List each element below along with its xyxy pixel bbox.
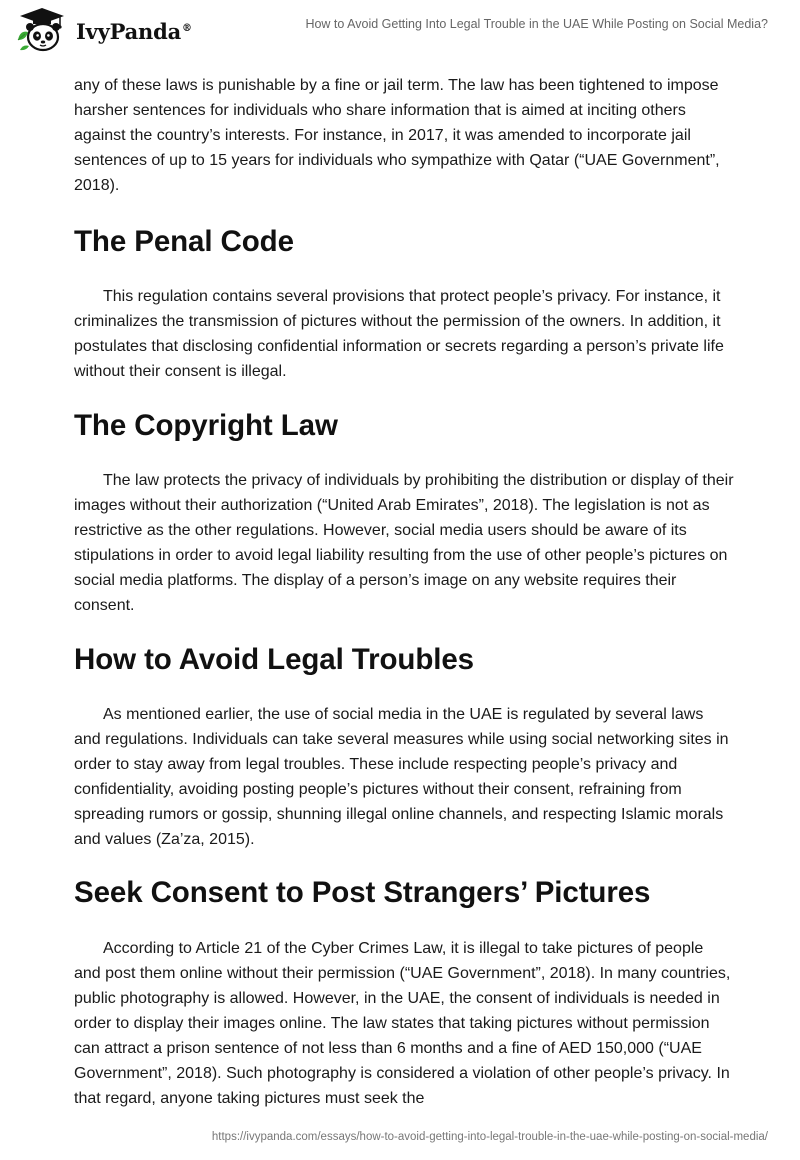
section-paragraph-copyright-law: The law protects the privacy of individuals by prohibiting the distribution or display of their images without their authorization (“United Arab Emirates”, 2018). The legislation is not as restrictive as the other regulations. However, social media users should be aware of its stipulations in order to avoid legal liability resulting from the use of other people’s pictures on social media platforms. The display of a person’s image on any website requires their consent. (74, 472, 734, 614)
intro-paragraph: any of these laws is punishable by a fine or jail term. The law has been tightened to impose harsher sentences for individuals who share information that is aimed at inciting others against the country’s interests. For instance, in 2017, it was amended to incorporate jail sentences of up to 15 years for individuals who sympathize with Qatar (“UAE Government”, 2018). (74, 77, 720, 194)
section-heading-avoid-legal-troubles: How to Avoid Legal Troubles (74, 643, 474, 676)
section-paragraph-penal-code: This regulation contains several provisions that protect people’s privacy. For instance, it criminalizes the transmission of pictures without the permission of the owners. In addition, it postulates that disclosing confidential information or secrets regarding a person’s private life without their consent is illegal. (74, 288, 724, 380)
document-title: How to Avoid Getting Into Legal Trouble in the UAE While Posting on Social Media? (305, 17, 768, 31)
footer-source-url[interactable]: https://ivypanda.com/essays/how-to-avoid-getting-into-legal-trouble-in-the-uae-while-posting-on-social-media/ (211, 1131, 768, 1143)
section-heading-penal-code: The Penal Code (74, 225, 294, 258)
section-heading-copyright-law: The Copyright Law (74, 409, 338, 442)
essay-body (74, 70, 734, 1111)
ivypanda-logo[interactable] (14, 6, 192, 54)
section-paragraph-seek-consent: According to Article 21 of the Cyber Crimes Law, it is illegal to take pictures of people and post them online without their permission (“UAE Government”, 2018). In many countries, public photography is allowed. However, in the UAE, the consent of individuals is needed in order to display their images online. The law states that taking pictures without permission can attract a prison sentence of not less than 6 months and a fine of AED 150,000 (“UAE Government”, 2018). Such photography is considered a violation of other people’s privacy. In that regard, anyone taking pictures must seek the (74, 940, 731, 1107)
page-header (0, 0, 800, 66)
panda-graduate-icon (14, 6, 70, 54)
section-paragraph-avoid-legal-troubles: As mentioned earlier, the use of social media in the UAE is regulated by several laws and regulations. Individuals can take several measures while using social networking sites in order to stay away from legal troubles. These include respecting people’s privacy and confidentiality, avoiding posting people’s pictures without their consent, refraining from spreading rumors or gossip, shunning illegal online channels, and respecting Islamic morals and values (Za’za, 2015). (74, 706, 729, 848)
section-heading-seek-consent: Seek Consent to Post Strangers’ Pictures (74, 876, 651, 909)
logo-text: IvyPanda® (76, 18, 192, 44)
